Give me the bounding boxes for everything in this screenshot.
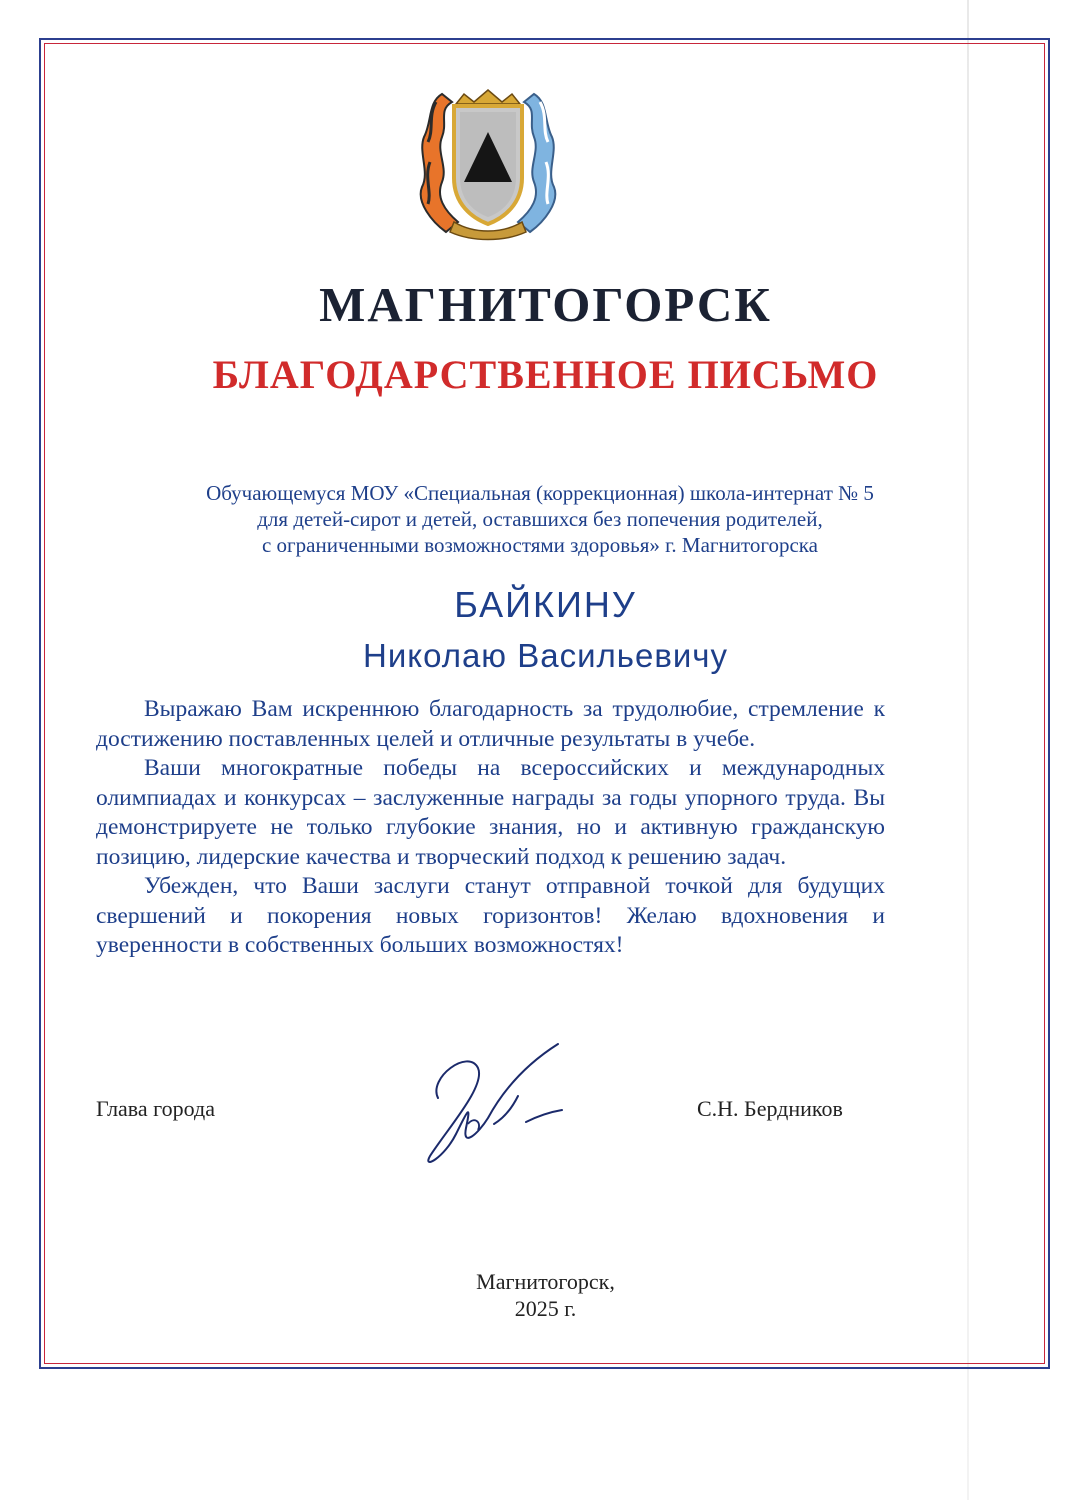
signatory-name: С.Н. Бердников [697,1096,843,1121]
recipient-given-names: Николаю Васильевичу [363,637,728,674]
city-title: МАГНИТОГОРСК [319,277,772,332]
recipient-org-line: для детей-сирот и детей, оставшихся без попечения родителей, [257,507,823,531]
body-paragraph: Убежден, что Ваши заслуги станут отправной точкой для будущих свершений и покорения новых горизонтов! Желаю вдохновения и уверенности в собственных больших возможностях! [96,873,885,958]
place-and-date [0,1268,1091,1322]
year: 2025 г. [514,1296,577,1321]
coat-of-arms-icon [414,82,562,242]
body-paragraph: Выражаю Вам искреннюю благодарность за трудолюбие, стремление к достижению поставленных целей и отличные результаты в учебе. [96,696,885,752]
signatory-title: Глава города [96,1096,215,1121]
recipient-surname: БАЙКИНУ [454,584,637,625]
place-name: Магнитогорск, [476,1269,615,1294]
letter-body [96,695,885,961]
document-title: БЛАГОДАРСТВЕННОЕ ПИСЬМО [212,352,879,397]
body-paragraph: Ваши многократные победы на всероссийских и международных олимпиадах и конкурсах – заслуженные награды за годы упорного труда. Вы демонстрируете не только глубокие знания, но и активную гражданскую позицию, лидерские качества и творческий подход к решению задач. [96,755,885,870]
signature-icon [408,1038,578,1178]
recipient-org-line: с ограниченными возможностями здоровья» г. Магнитогорска [261,533,819,557]
recipient-org-line: Обучающемуся МОУ «Специальная (коррекционная) школа-интернат № 5 [206,481,874,505]
recipient-organization [80,480,1000,558]
